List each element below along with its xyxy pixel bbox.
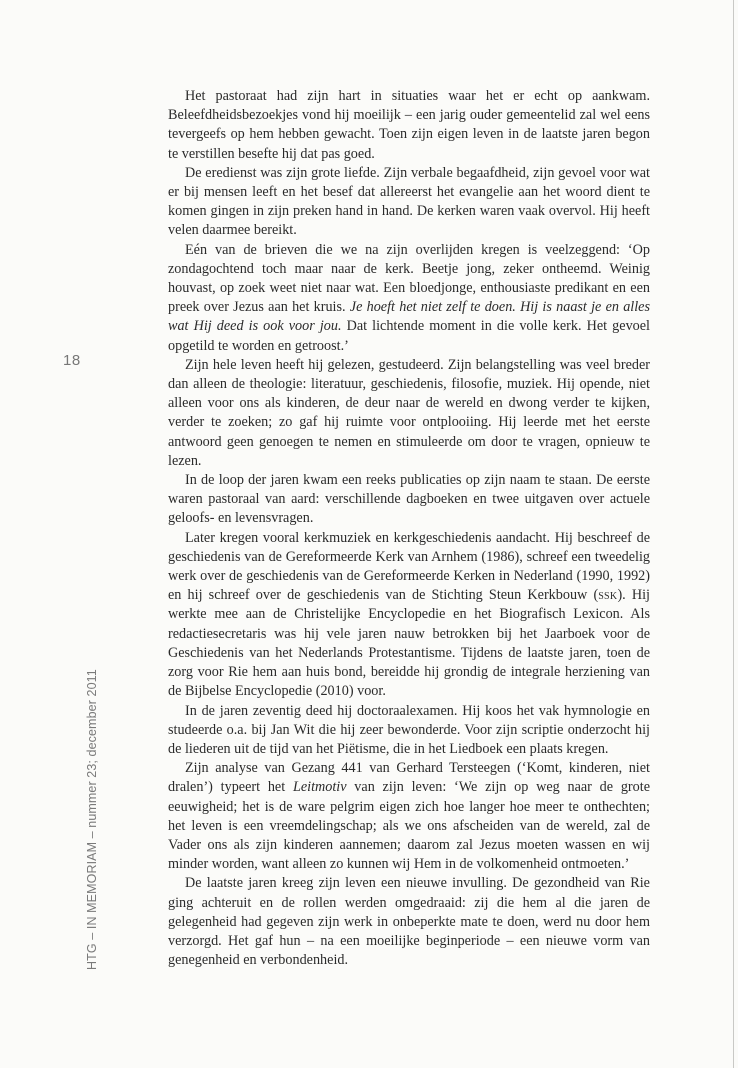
paragraph-gezang xyxy=(168,759,650,874)
kerkmuziek-abbreviation: ssk xyxy=(598,587,618,604)
running-head: HTG – IN MEMORIAM – nummer 23; december 2011 xyxy=(85,669,99,970)
paragraph-laatste-jaren: De laatste jaren kreeg zijn leven een nieuwe invulling. De gezondheid van Rie ging achteruit en de rollen werden omgedraaid: zij die hem al die jaren de gelegenheid had gegeven zijn werk in onbeperkte mate te doen, werd nu door hem verzorgd. Het gaf hun – na een moeilijke beginperiode – een nieuwe vorm van genegenheid en verbondenheid. xyxy=(168,875,650,969)
page-number: 18 xyxy=(63,352,81,369)
body-text xyxy=(168,87,650,970)
paragraph-doctoraal: In de jaren zeventig deed hij doctoraalexamen. Hij koos het vak hymnologie en studeerde o.a. bij Jan Wit die hij zeer bewonderde. Voor zijn scriptie onderzocht hij de liederen uit de tijd van het Piëtisme, die in het Liedboek een plaats kregen. xyxy=(168,702,650,757)
paragraph-kerkmuziek xyxy=(168,529,650,702)
page-edge-line xyxy=(733,0,734,1068)
paragraph-studie: Zijn hele leven heeft hij gelezen, gestudeerd. Zijn belangstelling was veel breder dan alleen de theologie: literatuur, geschiedenis, filosofie, muziek. Hij opende, niet alleen voor ons als kinderen, de deur naar de wereld en dwong verder te kijken, verder te zoeken; zo gaf hij ruimte voor ontplooiing. Hij leerde met het eerste antwoord geen genoegen te nemen en stimuleerde om door te vragen, opnieuw te lezen. xyxy=(168,356,650,469)
paragraph-pastoraat: Het pastoraat had zijn hart in situaties waar het er echt op aankwam. Beleefdheidsbezoekjes vond hij moeilijk – een jarig ouder gemeentelid zal wel eens tevergeefs op hem hebben gewacht. Toen zijn eigen leven in de laatste jaren begon te verstillen besefte hij dat pas goed. xyxy=(168,88,650,162)
letter-text-end: Dat lichtende moment in die volle kerk. Het gevoel opgetild te worden en getroost.’ xyxy=(168,318,650,354)
letter-text: Eén van de brieven die we na zijn overlijden kregen is veelzeggend: ‘Op zondagochtend toch maar naar de kerk. Beetje jong, zeker ontheemd. Weinig houvast, op zoek weet niet naar wat. Een bloedjonge, enthousiaste predikant en een preek over Jezus aan het kruis. xyxy=(168,241,650,316)
paragraph-letter xyxy=(168,241,650,356)
kerkmuziek-text-end: ). Hij werkte mee aan de Christelijke Encyclopedie en het Biografisch Lexicon. Als redactiesecretaris was hij vele jaren nauw betrokken bij het Jaarboek voor de Geschiedenis van het Nederlands Protestantisme. Tijdens de laatste jaren, toen de zorg voor Rie hem aan huis bond, bereidde hij grondig de integrale herziening van de Bijbelse Encyclopedie (2010) voor. xyxy=(168,587,650,700)
paragraph-publicaties: In de loop der jaren kwam een reeks publicaties op zijn naam te staan. De eerste waren pastoraal van aard: verschillende dagboeken en twee uitgaven over actuele geloofs- en levensvragen. xyxy=(168,472,650,527)
paragraph-eredienst: De eredienst was zijn grote liefde. Zijn verbale begaafdheid, zijn gevoel voor wat er bij mensen leeft en het besef dat allereerst het evangelie aan het woord dient te komen gingen in zijn preken hand in hand. De kerken waren vaak overvol. Hij heeft velen daarmee bereikt. xyxy=(168,164,650,239)
gezang-text-end: van zijn leven: ‘We zijn op weg naar de grote eeuwigheid; het is de ware pelgrim eigen zich hoe langer hoe meer te onthechten; het leven is een vreemdelingschap; als we ons afscheiden van de wereld, zal de Vader ons als zijn kinderen aannemen; daarom zal Jezus moeten wassen en wij minder worden, want alleen zo kunnen wij Hem in de volkomenheid ontmoeten.’ xyxy=(168,779,650,873)
gezang-italic: Leitmotiv xyxy=(292,779,347,796)
letter-italic-quote: Je hoeft het niet zelf te doen. Hij is naast je en alles wat Hij deed is ook voor jou. xyxy=(168,299,650,335)
kerkmuziek-text: Later kregen vooral kerkmuziek en kerkgeschiedenis aandacht. Hij beschreef de geschiedenis van de Gereformeerde Kerk van Arnhem (1986), schreef een tweedelig werk over de geschiedenis van de Gereformeerde Kerken in Nederland (1990, 1992) en hij schreef over de geschiedenis van de Stichting Steun Kerkbouw ( xyxy=(168,529,650,604)
gezang-text: Zijn analyse van Gezang 441 van Gerhard Tersteegen (‘Komt, kinderen, niet dralen’) typeert het xyxy=(168,760,650,796)
